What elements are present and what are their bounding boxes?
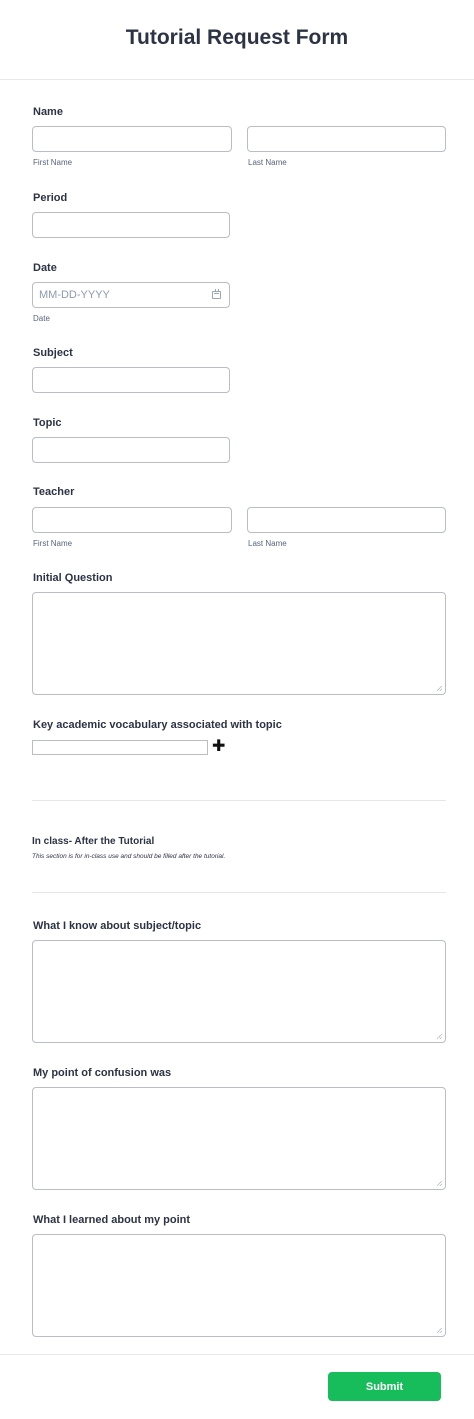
subject-input[interactable]	[32, 367, 230, 393]
teacher-label: Teacher	[33, 486, 75, 498]
confusion-textarea[interactable]	[32, 1087, 446, 1190]
know-textarea[interactable]	[32, 940, 446, 1043]
know-label: What I know about subject/topic	[33, 920, 202, 932]
section-title: In class- After the Tutorial	[32, 836, 155, 847]
date-sublabel: Date	[33, 314, 50, 323]
teacher-first-name-sublabel: First Name	[33, 539, 73, 548]
resize-grip-icon[interactable]	[437, 1034, 442, 1039]
date-label: Date	[33, 262, 57, 274]
resize-grip-icon[interactable]	[437, 1328, 442, 1333]
topic-input[interactable]	[32, 437, 230, 463]
last-name-sublabel: Last Name	[248, 158, 287, 167]
calendar-icon[interactable]	[212, 291, 221, 299]
name-label: Name	[33, 106, 63, 118]
form-header	[0, 0, 474, 80]
vocab-input[interactable]	[32, 740, 208, 755]
learned-textarea[interactable]	[32, 1234, 446, 1337]
confusion-label: My point of confusion was	[33, 1067, 172, 1079]
date-input[interactable]	[32, 282, 230, 308]
subject-label: Subject	[33, 347, 73, 359]
initial-question-textarea[interactable]	[32, 592, 446, 695]
period-input[interactable]	[32, 212, 230, 238]
period-label: Period	[33, 192, 68, 204]
resize-grip-icon[interactable]	[437, 1181, 442, 1186]
last-name-input[interactable]	[247, 126, 446, 152]
topic-label: Topic	[33, 417, 62, 429]
initial-question-label: Initial Question	[33, 572, 113, 584]
plus-icon[interactable]: ✚	[212, 738, 226, 755]
section-description: This section is for in-class use and should be filled after the tutorial.	[32, 853, 226, 860]
teacher-first-name-input[interactable]	[32, 507, 232, 533]
teacher-last-name-sublabel: Last Name	[248, 539, 287, 548]
first-name-sublabel: First Name	[33, 158, 73, 167]
page-title: Tutorial Request Form	[125, 26, 349, 49]
vocab-label: Key academic vocabulary associated with topic	[33, 719, 282, 731]
section-divider-bottom	[32, 892, 446, 893]
learned-label: What I learned about my point	[33, 1214, 191, 1226]
first-name-input[interactable]	[32, 126, 232, 152]
submit-button[interactable]: Submit	[328, 1372, 441, 1401]
teacher-last-name-input[interactable]	[247, 507, 446, 533]
resize-grip-icon[interactable]	[437, 686, 442, 691]
section-divider-top	[32, 800, 446, 801]
date-placeholder: MM-DD-YYYY	[39, 289, 110, 301]
